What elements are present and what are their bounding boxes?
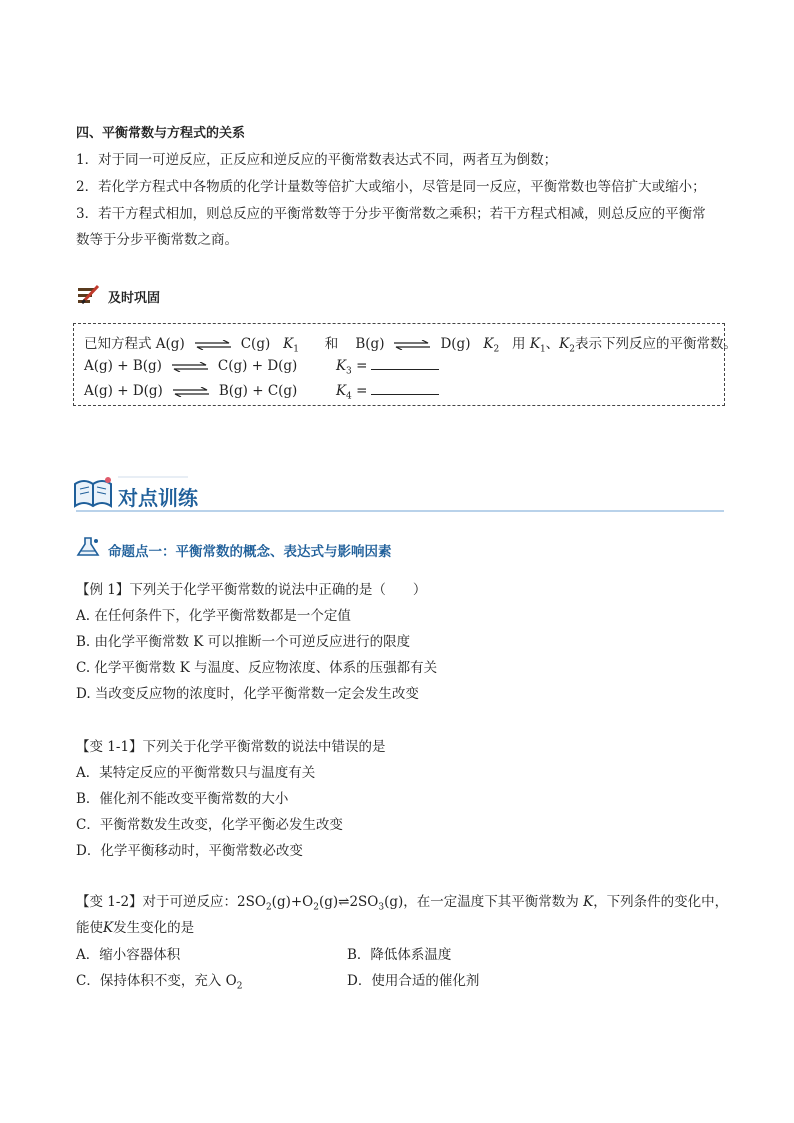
question-stem-continued: 能使K发生变化的是	[76, 920, 195, 936]
option-d[interactable]: D．使用合适的催化剂	[347, 973, 480, 989]
option-c[interactable]: C．平衡常数发生改变，化学平衡必发生改变	[76, 817, 343, 833]
option-b[interactable]: B．降低体系温度	[347, 947, 452, 963]
question-stem: 【变 1-1】下列关于化学平衡常数的说法中错误的是	[76, 739, 386, 755]
open-book-icon	[72, 474, 114, 512]
equilibrium-arrow-icon	[170, 362, 210, 372]
paragraph-line: 3．若干方程式相加，则总反应的平衡常数等于分步平衡常数之乘积；若干方程式相减，则总反应的平衡常	[76, 206, 706, 222]
section-heading: 对点训练	[118, 486, 198, 510]
heading-top-rule	[118, 476, 188, 478]
question-stem: 【例 1】下列关于化学平衡常数的说法中正确的是（ ）	[76, 582, 427, 598]
option-a[interactable]: A．某特定反应的平衡常数只与温度有关	[76, 765, 316, 781]
option-d[interactable]: D. 当改变反应物的浓度时，化学平衡常数一定会发生改变	[76, 686, 419, 702]
option-c[interactable]: C. 化学平衡常数 K 与温度、反应物浓度、体系的压强都有关	[76, 660, 438, 676]
pencil-note-icon	[76, 284, 100, 304]
paragraph-line: 1．对于同一可逆反应，正反应和逆反应的平衡常数表达式不同，两者互为倒数；	[76, 152, 558, 168]
option-b[interactable]: B. 由化学平衡常数 K 可以推断一个可逆反应进行的限度	[76, 634, 411, 650]
equilibrium-arrow-icon	[193, 340, 233, 350]
option-a[interactable]: A. 在任何条件下，化学平衡常数都是一个定值	[76, 608, 351, 624]
option-c[interactable]: C．保持体积不变，充入 $O_2$	[76, 973, 243, 992]
question-stem: 【变 1-2】对于可逆反应：$2SO_2(g)+O_2(g)\rightleftharpoons 2SO_3(g)$，在一定温度下其平衡常数为 K，下列条件的变化中，	[76, 894, 729, 913]
option-b[interactable]: B．催化剂不能改变平衡常数的大小	[76, 791, 289, 807]
option-a[interactable]: A．缩小容器体积	[76, 947, 181, 963]
exercise-line-3: A(g) + D(g) B(g) + C(g) $K_4$ =	[84, 382, 439, 402]
flask-icon	[76, 536, 102, 558]
answer-blank[interactable]	[371, 357, 439, 370]
equilibrium-arrow-icon	[392, 340, 432, 350]
exercise-line-1: 已知方程式 A(g) C(g) $K_1$ 和 B(g) D(g) $K_2$ 用 $K_1$、$K_2$表示下列反应的平衡常数。	[84, 336, 737, 355]
equilibrium-arrow-icon	[171, 387, 211, 397]
subsection-title: 命题点一：平衡常数的概念、表达式与影响因素	[108, 544, 392, 560]
exercise-line-2: A(g) + B(g) C(g) + D(g) $K_3$ =	[84, 357, 439, 377]
paragraph-line: 2．若化学方程式中各物质的化学计量数等倍扩大或缩小，尽管是同一反应，平衡常数也等倍扩大或缩小；	[76, 179, 706, 195]
paragraph-line: 数等于分步平衡常数之商。	[76, 232, 238, 248]
answer-blank[interactable]	[371, 382, 439, 395]
option-d[interactable]: D．化学平衡移动时，平衡常数必改变	[76, 843, 303, 859]
heading-rule	[76, 510, 724, 512]
consolidate-title: 及时巩固	[108, 291, 161, 306]
section-title: 四、平衡常数与方程式的关系	[76, 126, 246, 141]
